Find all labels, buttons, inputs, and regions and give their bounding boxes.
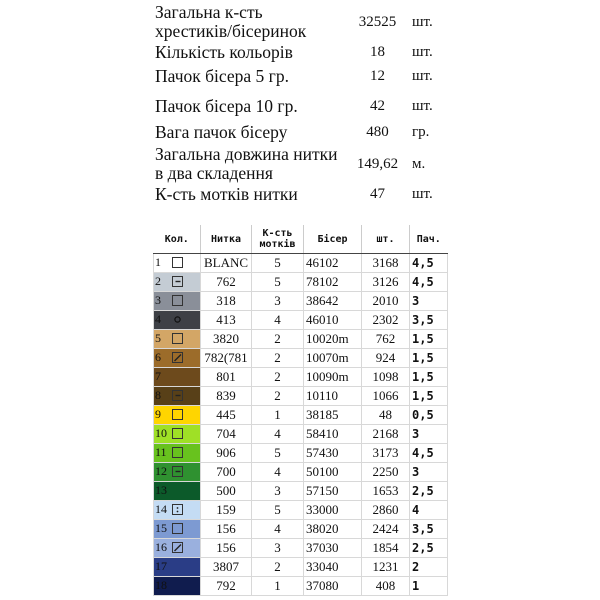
stitch-count: 3173 bbox=[362, 444, 410, 463]
symbol-box-icon bbox=[172, 333, 183, 344]
bead-code: 10110 bbox=[304, 387, 362, 406]
color-number: 3 bbox=[155, 293, 161, 307]
bead-code: 46102 bbox=[304, 254, 362, 273]
stitch-count: 1653 bbox=[362, 482, 410, 501]
skein-count: 4 bbox=[252, 311, 304, 330]
pack-count: 1,5 bbox=[410, 330, 448, 349]
skein-count: 4 bbox=[252, 425, 304, 444]
skein-count: 3 bbox=[252, 292, 304, 311]
pack-count: 2,5 bbox=[410, 539, 448, 558]
color-swatch bbox=[154, 406, 201, 425]
table-row bbox=[154, 273, 448, 292]
thread-code: 413 bbox=[201, 311, 252, 330]
skein-count: 2 bbox=[252, 368, 304, 387]
color-swatch bbox=[154, 368, 201, 387]
summary-value: 480 bbox=[366, 124, 389, 140]
symbol-box-icon bbox=[172, 409, 183, 420]
table-row bbox=[154, 387, 448, 406]
color-number: 18 bbox=[155, 578, 167, 592]
stitch-count: 1066 bbox=[362, 387, 410, 406]
pack-count: 3 bbox=[410, 292, 448, 311]
color-number: 2 bbox=[155, 274, 161, 288]
header-skeins bbox=[252, 225, 304, 254]
summary-label: Вага пачок бісеру bbox=[155, 122, 288, 142]
summary-block bbox=[0, 0, 600, 210]
stitch-count: 1231 bbox=[362, 558, 410, 577]
table-row bbox=[154, 330, 448, 349]
bead-code: 10020m bbox=[304, 330, 362, 349]
bead-code: 57150 bbox=[304, 482, 362, 501]
symbol-slash-icon bbox=[172, 352, 183, 363]
bead-code: 50100 bbox=[304, 463, 362, 482]
color-swatch bbox=[154, 311, 201, 330]
bead-code: 78102 bbox=[304, 273, 362, 292]
color-number: 14 bbox=[155, 502, 167, 516]
stitch-count: 3126 bbox=[362, 273, 410, 292]
table-row bbox=[154, 501, 448, 520]
skein-count: 2 bbox=[252, 387, 304, 406]
header-col: Кол. bbox=[154, 225, 201, 254]
symbol-minus-icon bbox=[172, 276, 183, 287]
color-number: 17 bbox=[155, 559, 167, 573]
color-swatch bbox=[154, 292, 201, 311]
bead-code: 33040 bbox=[304, 558, 362, 577]
color-swatch bbox=[154, 330, 201, 349]
skein-count: 2 bbox=[252, 349, 304, 368]
stitch-count: 2250 bbox=[362, 463, 410, 482]
color-swatch bbox=[154, 577, 201, 596]
thread-code: 156 bbox=[201, 539, 252, 558]
color-number: 5 bbox=[155, 331, 161, 345]
color-number: 11 bbox=[155, 445, 167, 459]
thread-code: 3820 bbox=[201, 330, 252, 349]
table-row bbox=[154, 558, 448, 577]
pack-count: 4 bbox=[410, 501, 448, 520]
summary-label: Кількість кольорів bbox=[155, 42, 293, 62]
color-swatch bbox=[154, 539, 201, 558]
color-swatch bbox=[154, 254, 201, 273]
bead-code: 58410 bbox=[304, 425, 362, 444]
summary-value: 12 bbox=[370, 68, 385, 84]
pack-count: 3 bbox=[410, 425, 448, 444]
thread-code: 3807 bbox=[201, 558, 252, 577]
header-count: шт. bbox=[362, 225, 410, 254]
bead-code: 38020 bbox=[304, 520, 362, 539]
skein-count: 4 bbox=[252, 520, 304, 539]
table-row bbox=[154, 539, 448, 558]
header-thread: Нитка bbox=[201, 225, 252, 254]
color-number: 13 bbox=[155, 483, 167, 497]
color-number: 7 bbox=[155, 369, 161, 383]
skein-count: 3 bbox=[252, 482, 304, 501]
symbol-minus-icon bbox=[172, 466, 183, 477]
bead-code: 38642 bbox=[304, 292, 362, 311]
color-swatch bbox=[154, 463, 201, 482]
bead-code: 10090m bbox=[304, 368, 362, 387]
thread-code: 500 bbox=[201, 482, 252, 501]
color-number: 10 bbox=[155, 426, 167, 440]
skein-count: 5 bbox=[252, 501, 304, 520]
summary-unit: шт. bbox=[412, 98, 433, 114]
stitch-count: 2010 bbox=[362, 292, 410, 311]
stitch-count: 1854 bbox=[362, 539, 410, 558]
summary-unit: м. bbox=[412, 156, 426, 172]
skein-count: 4 bbox=[252, 463, 304, 482]
skein-count: 5 bbox=[252, 254, 304, 273]
table-row bbox=[154, 520, 448, 539]
bead-code: 46010 bbox=[304, 311, 362, 330]
summary-unit: шт. bbox=[412, 68, 433, 84]
table-row bbox=[154, 482, 448, 501]
stitch-count: 762 bbox=[362, 330, 410, 349]
summary-label: К-сть мотків нитки bbox=[155, 184, 298, 204]
header-skeins-label: К-сть мотків bbox=[259, 228, 296, 250]
color-number: 9 bbox=[155, 407, 161, 421]
stitch-count: 2424 bbox=[362, 520, 410, 539]
pack-count: 4,5 bbox=[410, 444, 448, 463]
summary-label: хрестиків/бісеринок bbox=[155, 21, 307, 41]
table-row bbox=[154, 368, 448, 387]
pack-count: 1,5 bbox=[410, 349, 448, 368]
table-row bbox=[154, 444, 448, 463]
pack-count: 4,5 bbox=[410, 254, 448, 273]
summary-unit: шт. bbox=[412, 14, 433, 30]
color-number: 12 bbox=[155, 464, 167, 478]
thread-code: 762 bbox=[201, 273, 252, 292]
pack-count: 2,5 bbox=[410, 482, 448, 501]
symbol-box-icon bbox=[172, 295, 183, 306]
symbol-minus-icon bbox=[172, 390, 183, 401]
color-swatch bbox=[154, 273, 201, 292]
header-bead: Бісер bbox=[304, 225, 362, 254]
stitch-count: 924 bbox=[362, 349, 410, 368]
thread-code: 782(781 bbox=[201, 349, 252, 368]
pack-count: 3,5 bbox=[410, 311, 448, 330]
summary-label: Загальна довжина нитки bbox=[155, 144, 338, 164]
skein-count: 1 bbox=[252, 577, 304, 596]
color-number: 15 bbox=[155, 521, 167, 535]
color-swatch bbox=[154, 444, 201, 463]
thread-code: 839 bbox=[201, 387, 252, 406]
pack-count: 4,5 bbox=[410, 273, 448, 292]
table-row bbox=[154, 463, 448, 482]
color-key-table bbox=[153, 225, 448, 596]
color-number: 8 bbox=[155, 388, 161, 402]
color-swatch bbox=[154, 425, 201, 444]
table-row bbox=[154, 292, 448, 311]
table-row bbox=[154, 577, 448, 596]
stitch-count: 2860 bbox=[362, 501, 410, 520]
table-row bbox=[154, 425, 448, 444]
skein-count: 3 bbox=[252, 539, 304, 558]
symbol-box-icon bbox=[172, 257, 183, 268]
table-body bbox=[154, 254, 448, 596]
symbol-box-icon bbox=[172, 523, 183, 534]
symbol-circle-icon bbox=[172, 314, 183, 325]
thread-code: 704 bbox=[201, 425, 252, 444]
thread-code: 318 bbox=[201, 292, 252, 311]
color-number: 4 bbox=[155, 312, 161, 326]
color-number: 16 bbox=[155, 540, 167, 554]
summary-value: 42 bbox=[370, 98, 385, 114]
color-number: 1 bbox=[155, 255, 161, 269]
table-row bbox=[154, 349, 448, 368]
thread-code: 445 bbox=[201, 406, 252, 425]
color-swatch bbox=[154, 520, 201, 539]
table-row bbox=[154, 254, 448, 273]
bead-code: 10070m bbox=[304, 349, 362, 368]
stitch-count: 48 bbox=[362, 406, 410, 425]
table-header-row bbox=[154, 225, 448, 254]
thread-code: BLANC bbox=[201, 254, 252, 273]
summary-label: в два складення bbox=[155, 163, 273, 183]
bead-code: 37030 bbox=[304, 539, 362, 558]
thread-code: 906 bbox=[201, 444, 252, 463]
pack-count: 1,5 bbox=[410, 368, 448, 387]
color-swatch bbox=[154, 482, 201, 501]
header-packs: Пач. bbox=[410, 225, 448, 254]
symbol-box-icon bbox=[172, 428, 183, 439]
summary-value: 18 bbox=[370, 44, 385, 60]
summary-value: 47 bbox=[370, 186, 385, 202]
stitch-count: 408 bbox=[362, 577, 410, 596]
table-row bbox=[154, 311, 448, 330]
color-number: 6 bbox=[155, 350, 161, 364]
stitch-count: 2168 bbox=[362, 425, 410, 444]
summary-value: 32525 bbox=[358, 14, 397, 30]
summary-unit: гр. bbox=[412, 124, 430, 140]
pack-count: 0,5 bbox=[410, 406, 448, 425]
pack-count: 1 bbox=[410, 577, 448, 596]
color-swatch bbox=[154, 387, 201, 406]
summary-label: Пачок бісера 5 гр. bbox=[155, 66, 289, 86]
bead-code: 33000 bbox=[304, 501, 362, 520]
color-swatch bbox=[154, 558, 201, 577]
bead-code: 38185 bbox=[304, 406, 362, 425]
stitch-count: 2302 bbox=[362, 311, 410, 330]
table-row bbox=[154, 406, 448, 425]
stitch-count: 3168 bbox=[362, 254, 410, 273]
skein-count: 5 bbox=[252, 444, 304, 463]
thread-code: 156 bbox=[201, 520, 252, 539]
symbol-box-icon bbox=[172, 447, 183, 458]
summary-label: Загальна к-сть bbox=[155, 2, 263, 22]
summary-label: Пачок бісера 10 гр. bbox=[155, 96, 298, 116]
pack-count: 3 bbox=[410, 463, 448, 482]
bead-code: 57430 bbox=[304, 444, 362, 463]
thread-code: 700 bbox=[201, 463, 252, 482]
symbol-slash-icon bbox=[172, 542, 183, 553]
pack-count: 2 bbox=[410, 558, 448, 577]
summary-unit: шт. bbox=[412, 44, 433, 60]
symbol-dots-icon bbox=[172, 504, 183, 515]
pack-count: 3,5 bbox=[410, 520, 448, 539]
skein-count: 1 bbox=[252, 406, 304, 425]
thread-code: 159 bbox=[201, 501, 252, 520]
bead-code: 37080 bbox=[304, 577, 362, 596]
summary-unit: шт. bbox=[412, 186, 433, 202]
color-swatch bbox=[154, 501, 201, 520]
thread-code: 792 bbox=[201, 577, 252, 596]
color-swatch bbox=[154, 349, 201, 368]
summary-value: 149,62 bbox=[356, 156, 399, 172]
stitch-count: 1098 bbox=[362, 368, 410, 387]
skein-count: 5 bbox=[252, 273, 304, 292]
pack-count: 1,5 bbox=[410, 387, 448, 406]
skein-count: 2 bbox=[252, 330, 304, 349]
thread-code: 801 bbox=[201, 368, 252, 387]
skein-count: 2 bbox=[252, 558, 304, 577]
